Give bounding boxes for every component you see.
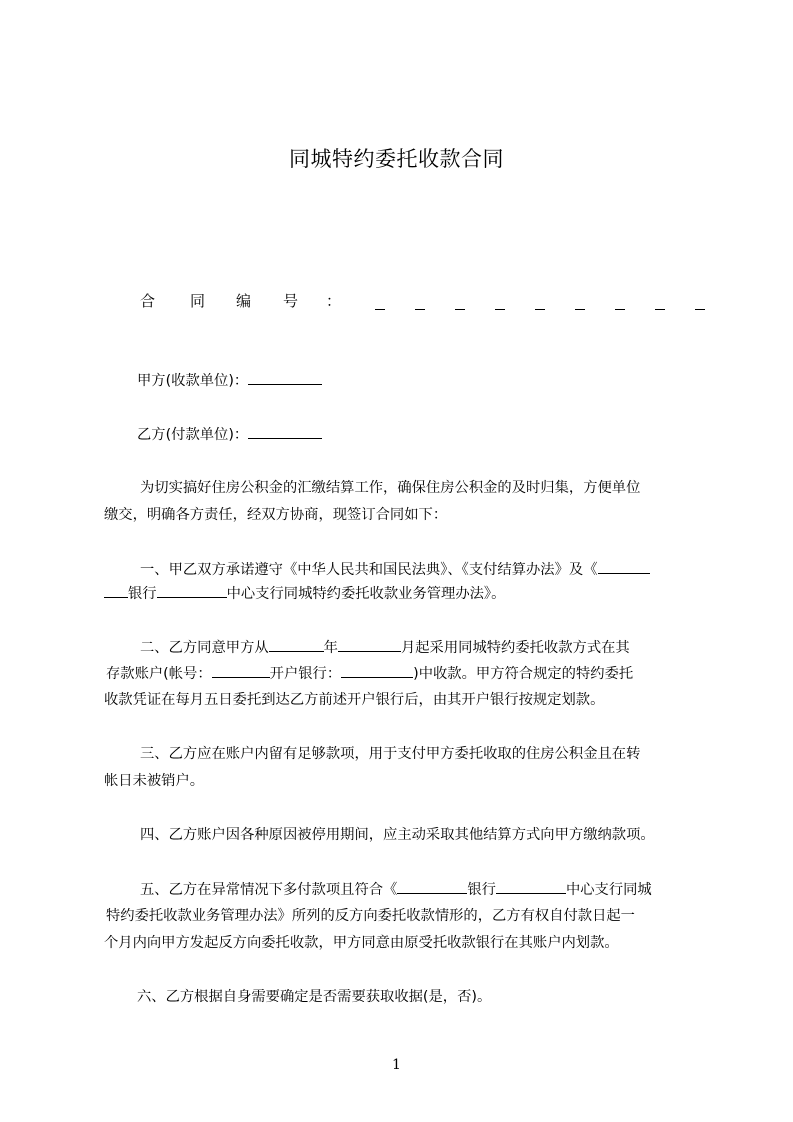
clause-1-line-2 [104,583,505,604]
contract-no-char: 合 [140,292,156,310]
contract-no-dash [455,309,465,310]
party-a-blank[interactable] [248,370,322,385]
contract-no-dash [655,309,665,310]
clause-2-line-1 [140,637,630,658]
clause-5-line-2: 特约委托收款业务管理办法》所列的反方向委托收款情形的，乙方有权自付款日起一 [106,908,635,924]
clause-3-line-2: 帐日未被销户。 [104,773,205,789]
contract-no-dash [415,309,425,310]
clause-3-line-1: 三、乙方应在账户内留有足够款项，用于支付甲方委托收取的住房公积金且在转 [140,746,641,762]
clause-2-bank-label: 开户银行： [269,666,342,682]
clause-2-line-3: 收款凭证在每月五日委托到达乙方前述开户银行后，由其开户银行按规定划款。 [104,692,605,708]
clause-2-line-2 [106,663,633,684]
contract-no-char: 同 [190,292,206,310]
clause-1-line-1 [140,559,650,580]
clause-1-blank[interactable] [598,559,650,574]
contract-no-char: ： [326,292,342,310]
intro-line-2: 缴交，明确各方责任，经双方协商，现签订合同如下： [104,507,448,523]
clause-2-text-a: 二、乙方同意甲方从 [140,640,269,656]
clause-5-branch-blank[interactable] [496,879,566,894]
clause-4-line-1: 四、乙方账户因各种原因被停用期间，应主动采取其他结算方式向甲方缴纳款项。 [140,827,655,843]
contract-no-dash [495,309,505,310]
clause-1-text: 一、甲乙双方承诺遵守《中华人民共和国民法典》、《支付结算办法》及《 [140,562,598,578]
clause-2-account-label: 存款账户(帐号： [106,666,212,682]
page-number: 1 [392,1057,401,1073]
account-number-blank[interactable] [212,663,270,678]
contract-no-dash [575,309,585,310]
clause-5-bank-blank[interactable] [397,879,467,894]
clause-6-line-1: 六、乙方根据自身需要确定是否需要获取收据(是，否)。 [137,989,492,1005]
clause-5-line-3: 个月内向甲方发起反方向委托收款，甲方同意由原受托收款银行在其账户内划款。 [104,935,619,951]
party-b-blank[interactable] [248,424,322,439]
contract-no-dash [695,309,705,310]
clause-2-text-c: 月起采用同城特约委托收款方式在其 [400,640,630,656]
party-b-line [137,424,322,445]
clause-5-text-c: 中心支行同城 [565,882,652,898]
opening-bank-blank[interactable] [341,663,413,678]
contract-number-row [140,290,705,314]
contract-no-dash [535,309,545,310]
clause-2-text-line2: )中收款。甲方符合规定的特约委托 [413,666,634,682]
clause-5-line-1 [140,879,652,900]
clause-5-bank-label: 银行 [467,882,496,898]
party-a-label: 甲方(收款单位)： [137,373,249,389]
clause-2-year-label: 年 [323,640,338,656]
contract-no-char: 编 [236,292,252,310]
contract-no-char: 号 [283,292,299,310]
contract-no-dash [375,309,385,310]
party-a-line [137,370,322,391]
intro-line-1: 为切实搞好住房公积金的汇缴结算工作，确保住房公积金的及时归集，方便单位 [140,480,641,496]
bank-name-blank[interactable] [104,583,128,598]
branch-name-blank[interactable] [157,583,227,598]
clause-5-text-a: 五、乙方在异常情况下多付款项且符合《 [140,882,398,898]
contract-no-dash [615,309,625,310]
clause-1-text-2: 中心支行同城特约委托收款业务管理办法》。 [226,586,506,602]
month-blank[interactable] [338,637,401,652]
party-b-label: 乙方(付款单位)： [137,427,249,443]
page-title: 同城特约委托收款合同 [289,147,504,171]
clause-1-bank-label: 银行 [128,586,157,602]
contract-number-field[interactable] [375,290,705,314]
year-blank[interactable] [269,637,324,652]
